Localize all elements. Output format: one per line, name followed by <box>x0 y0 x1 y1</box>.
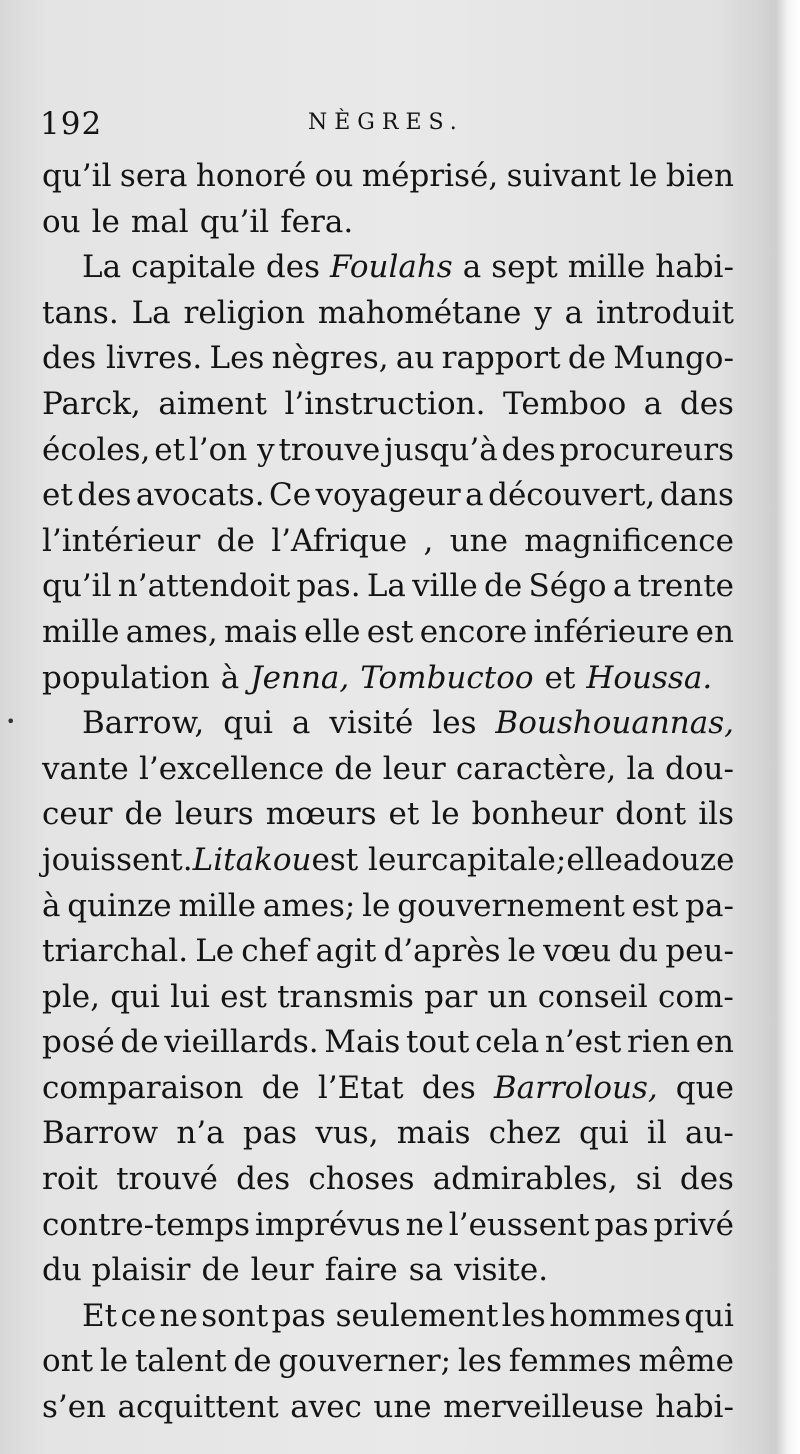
word: acquittent <box>117 1389 279 1426</box>
word: voyageur <box>315 477 461 514</box>
word: roit <box>42 1161 98 1198</box>
word: écoles, <box>42 431 151 468</box>
word: elle <box>566 841 623 878</box>
word: magnificence <box>524 522 734 559</box>
text-line <box>42 792 734 838</box>
text-line <box>42 1339 734 1385</box>
word: La <box>366 568 406 605</box>
word: a <box>564 294 584 331</box>
word: sa <box>408 1252 444 1289</box>
word: lui <box>170 978 210 1015</box>
word: ont <box>42 1343 94 1380</box>
text-line <box>42 975 734 1021</box>
word: bonheur <box>471 796 604 833</box>
word: des <box>679 1161 734 1198</box>
word: ou <box>42 203 81 240</box>
word: qu’il <box>42 568 112 605</box>
text-line <box>42 519 734 565</box>
word: mille <box>567 249 646 286</box>
text-line <box>42 747 734 793</box>
word: Ségo <box>528 568 607 605</box>
word: La <box>131 294 171 331</box>
word: leur <box>250 1252 314 1289</box>
word: ames, <box>125 613 218 650</box>
word: hommes <box>549 1297 681 1334</box>
word: transmis <box>277 978 414 1015</box>
word: mais <box>396 1115 471 1152</box>
word: choses <box>308 1161 415 1198</box>
word: mais <box>224 613 298 650</box>
word: l’excellence <box>138 750 325 787</box>
word: en <box>695 1024 734 1061</box>
word: talent <box>134 1343 227 1380</box>
text-line <box>42 701 734 747</box>
word: rien <box>627 1024 691 1061</box>
word: et <box>42 477 73 514</box>
word: a <box>462 249 482 286</box>
word: à <box>220 659 240 696</box>
text-line <box>42 1066 734 1112</box>
word: des <box>501 431 556 468</box>
word: à <box>42 887 61 924</box>
word: Temboo <box>503 385 627 422</box>
page-header <box>40 106 740 150</box>
word: les <box>432 705 477 742</box>
word: pa- <box>685 887 734 924</box>
word: imprévus <box>254 1206 401 1243</box>
word: jouissent. <box>42 841 193 878</box>
body-text <box>42 154 734 1431</box>
word: l’instruction. <box>284 385 486 422</box>
word: admirables, <box>432 1161 618 1198</box>
word: de <box>567 340 607 377</box>
word: des <box>77 477 132 514</box>
word: ce <box>120 1297 157 1334</box>
word: habi- <box>655 1389 734 1426</box>
text-line <box>42 1203 734 1249</box>
word: , <box>423 522 434 559</box>
word: mahométane <box>317 294 522 331</box>
word: s’en <box>42 1389 107 1426</box>
word: capitale <box>131 249 256 286</box>
text-line <box>42 1385 734 1431</box>
word: posé <box>42 1024 115 1061</box>
word: l’Etat <box>317 1069 404 1106</box>
text-line <box>42 929 734 975</box>
word: qui <box>110 978 160 1015</box>
word: ames; <box>262 887 356 924</box>
word: qu’il <box>199 203 270 240</box>
word: a <box>465 477 484 514</box>
word: des <box>421 1069 476 1106</box>
word: méprisé, <box>361 158 499 194</box>
word: leurs <box>174 796 254 833</box>
word: gouverner; <box>278 1343 452 1380</box>
word: La <box>82 249 122 286</box>
paragraph <box>42 1294 734 1431</box>
word: le <box>362 887 391 924</box>
word: privé <box>653 1206 734 1243</box>
word: dou- <box>665 750 734 787</box>
word: du plaisir <box>42 1252 191 1289</box>
word: Boushouannas, <box>495 705 734 742</box>
word: vœu <box>543 933 612 970</box>
word: qu’il <box>42 158 112 194</box>
text-line <box>42 1157 734 1203</box>
word: Barrow <box>42 1115 159 1152</box>
word: n’a <box>176 1115 225 1152</box>
word: est leur <box>311 841 432 878</box>
word: est <box>220 978 267 1015</box>
word: Barrolous, <box>493 1069 658 1106</box>
word: encore <box>419 613 528 650</box>
word: faire <box>324 1252 398 1289</box>
word: au <box>395 340 435 377</box>
word: visité <box>329 705 414 742</box>
word: de <box>201 1252 240 1289</box>
word: des <box>236 1161 291 1198</box>
word: Parck, <box>42 385 141 422</box>
word: Ce <box>269 477 312 514</box>
word: le <box>431 796 460 833</box>
word: sept <box>491 249 558 286</box>
word: population <box>42 659 210 696</box>
word: conseil <box>537 978 648 1015</box>
word: Houssa. <box>586 659 713 696</box>
word: Tombuctoo <box>360 659 534 696</box>
text-line <box>42 838 734 884</box>
word: une <box>449 522 508 559</box>
word: y <box>534 294 552 331</box>
word: Jenna, <box>250 659 350 696</box>
word: inférieure <box>533 613 690 650</box>
word: sont <box>201 1297 269 1334</box>
word: et <box>154 431 186 468</box>
word: aiment <box>158 385 267 422</box>
word: mœurs <box>265 796 377 833</box>
word: ville <box>412 568 478 605</box>
word: jusqu’à <box>384 431 498 468</box>
word: pas seulement <box>271 1297 499 1334</box>
word: et <box>544 659 576 696</box>
word: les <box>457 1343 502 1380</box>
word: avec <box>290 1389 362 1426</box>
text-line <box>42 1248 734 1294</box>
word: qui <box>578 1115 629 1152</box>
word: rapport <box>441 340 561 377</box>
text-line <box>42 245 734 291</box>
word: l’eussent <box>448 1206 590 1243</box>
word: femmes <box>508 1343 632 1380</box>
paragraph <box>42 245 734 701</box>
word: Mais <box>324 1024 401 1061</box>
text-line <box>42 291 734 337</box>
running-head: NÈGRES. <box>308 110 464 135</box>
word: comparaison <box>42 1069 244 1106</box>
word: mille <box>42 613 120 650</box>
word: n’est <box>544 1024 622 1061</box>
word: trouvé <box>116 1161 218 1198</box>
word: vus, <box>315 1115 379 1152</box>
word: suivant <box>506 158 621 194</box>
word: mille <box>178 887 256 924</box>
word: honoré <box>195 158 307 194</box>
word: contre-temps <box>42 1206 251 1243</box>
word: mal <box>130 203 189 240</box>
word: de <box>484 568 523 605</box>
word: peu- <box>665 933 734 970</box>
word: ou <box>314 158 354 194</box>
word: de <box>124 796 163 833</box>
word: ne <box>159 1297 198 1334</box>
word: agit <box>315 933 377 970</box>
text-line <box>42 473 734 519</box>
word: vante <box>42 750 129 787</box>
word: capitale; <box>431 841 567 878</box>
word: des <box>265 249 320 286</box>
text-line <box>42 610 734 656</box>
word: Litakou <box>192 841 312 878</box>
text-line <box>42 1294 734 1340</box>
word: a <box>643 385 663 422</box>
word: le <box>91 203 120 240</box>
word: est <box>366 613 414 650</box>
text-line <box>42 428 734 474</box>
word: qui <box>223 705 273 742</box>
word: avocats. <box>135 477 265 514</box>
word: ceur <box>42 796 113 833</box>
word: et <box>388 796 420 833</box>
word: des <box>679 385 734 422</box>
word: merveilleuse <box>443 1389 644 1426</box>
word: même <box>638 1343 734 1380</box>
word: gouvernement <box>397 887 625 924</box>
word: elle <box>303 613 361 650</box>
word: com- <box>658 978 734 1015</box>
word: le <box>99 1343 129 1380</box>
paragraph <box>42 701 734 1294</box>
word: Et <box>82 1297 118 1334</box>
word: ple, <box>42 978 100 1015</box>
word: le <box>507 933 536 970</box>
word: tans. <box>42 294 119 331</box>
word: que <box>675 1069 734 1106</box>
paragraph <box>42 154 734 245</box>
word: de <box>334 750 373 787</box>
word: caractère, <box>455 750 617 787</box>
text-line <box>42 656 734 702</box>
word: trouve <box>278 431 381 468</box>
word: du <box>618 933 659 970</box>
text-line <box>42 884 734 930</box>
word: les <box>501 1297 546 1334</box>
word: il <box>646 1115 667 1152</box>
word: le <box>629 158 658 194</box>
word: dont <box>615 796 687 833</box>
word: introduit <box>595 294 734 331</box>
word: de <box>120 1024 159 1061</box>
word: une <box>373 1389 432 1426</box>
word: pas <box>594 1206 649 1243</box>
text-line <box>42 200 734 246</box>
word: découvert, <box>488 477 656 514</box>
word: Barrow, <box>82 705 205 742</box>
word: procureurs <box>559 431 734 468</box>
word: pas. <box>296 568 361 605</box>
word: l’Afrique <box>271 522 408 559</box>
word: au- <box>684 1115 734 1152</box>
word: habi- <box>655 249 734 286</box>
word: a <box>291 705 311 742</box>
text-line <box>42 1111 734 1157</box>
word: cela <box>475 1024 540 1061</box>
word: pas <box>242 1115 298 1152</box>
word: l’on y <box>188 431 275 468</box>
word: chef <box>241 933 309 970</box>
word: de <box>233 1343 272 1380</box>
word: ne <box>405 1206 444 1243</box>
text-line <box>42 154 734 200</box>
word: l’intérieur <box>42 522 201 559</box>
word: quinze <box>67 887 172 924</box>
word: ils <box>698 796 734 833</box>
word: des livres. <box>42 340 203 377</box>
text-line <box>42 564 734 610</box>
word: de <box>216 522 255 559</box>
word: a <box>622 841 642 878</box>
margin-mark: • <box>6 712 16 731</box>
word: un <box>487 978 528 1015</box>
word: Foulahs <box>330 249 453 286</box>
word: vieillards. <box>164 1024 319 1061</box>
word: visite. <box>454 1252 549 1289</box>
word: d’après <box>383 933 501 970</box>
word: si <box>635 1161 662 1198</box>
word: Le <box>195 933 235 970</box>
word: par <box>424 978 478 1015</box>
word: fera. <box>280 203 354 240</box>
word: Les <box>209 340 265 377</box>
word: douze <box>641 841 735 878</box>
word: tout <box>405 1024 470 1061</box>
word: est <box>631 887 679 924</box>
word: leur <box>382 750 446 787</box>
text-line <box>42 1020 734 1066</box>
word: dans <box>659 477 734 514</box>
text-line <box>42 382 734 428</box>
word: en <box>695 613 734 650</box>
text-line <box>42 336 734 382</box>
word: de <box>261 1069 300 1106</box>
word: qui <box>684 1297 734 1334</box>
word: la <box>626 750 655 787</box>
word: nègres, <box>271 340 389 377</box>
word: a <box>612 568 632 605</box>
word: Mungo- <box>613 340 734 377</box>
word: bien <box>665 158 734 194</box>
word: religion <box>183 294 305 331</box>
word: trente <box>637 568 734 605</box>
word: chez <box>488 1115 561 1152</box>
word: n’attendoit <box>117 568 291 605</box>
page-number: 192 <box>40 106 103 142</box>
word: triarchal. <box>42 933 189 970</box>
word: sera <box>119 158 188 194</box>
